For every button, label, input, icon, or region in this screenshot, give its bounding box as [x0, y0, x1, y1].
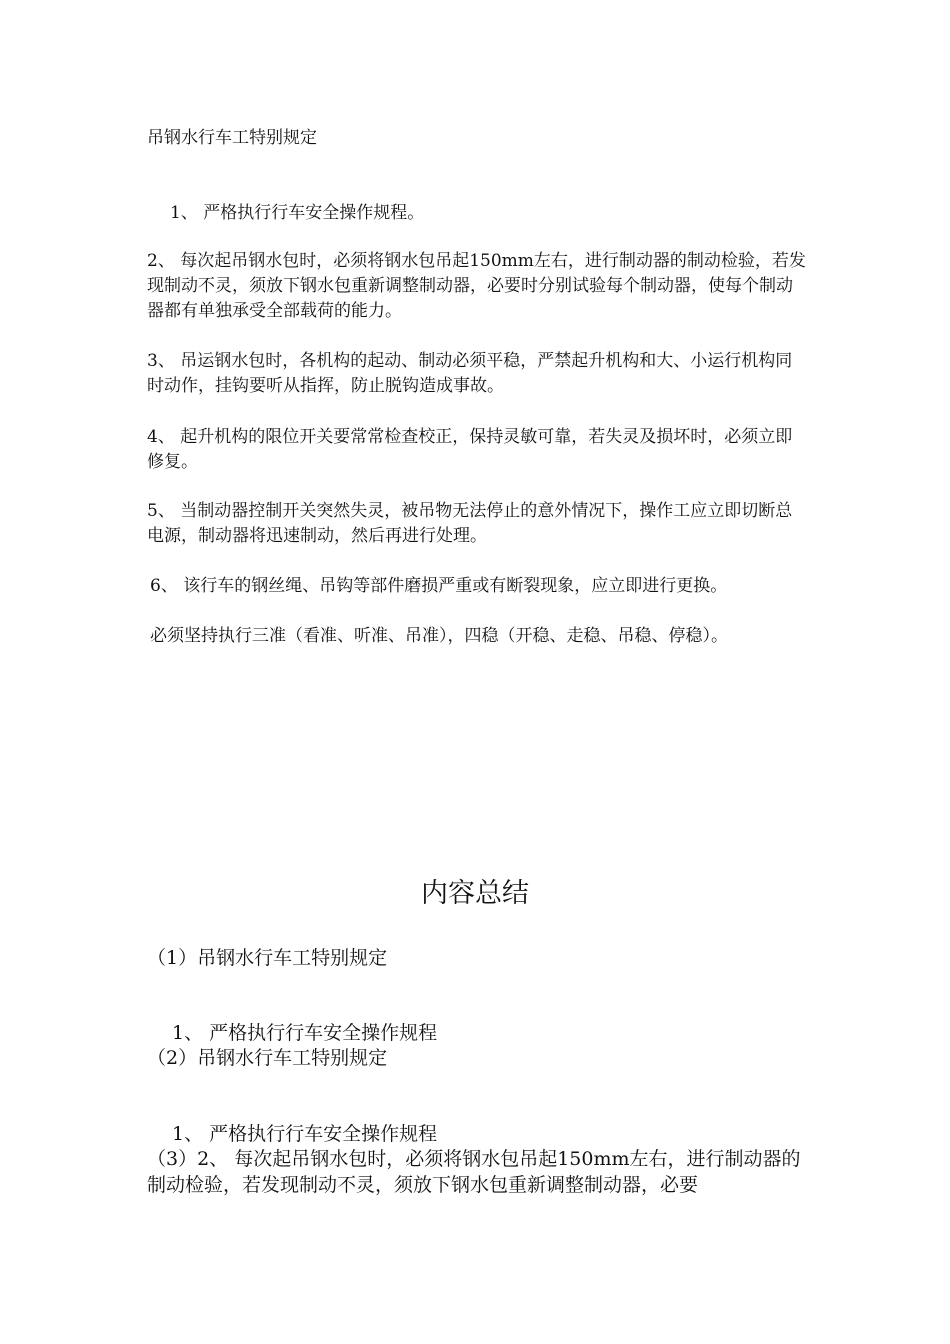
summary-item-1-detail: 1、 严格执行行车安全操作规程 — [172, 1022, 438, 1044]
rule-4: 4、 起升机构的限位开关要常常检查校正，保持灵敏可靠，若失灵及损坏时，必须立即修复。 — [147, 427, 793, 472]
rule-5: 5、 当制动器控制开关突然失灵，被吊物无法停止的意外情况下，操作工应立即切断总电源，制动器将迅速制动，然后再进行处理。 — [147, 501, 793, 546]
summary-item-3: （3）2、 每次起吊钢水包时，必须将钢水包吊起150mm左右，进行制动器的制动检验，若发现制动不灵，须放下钢水包重新调整制动器，必要 — [147, 1148, 801, 1196]
rule-1: 1、 严格执行行车安全操作规程。 — [170, 203, 425, 223]
summary-item-1: （1）吊钢水行车工特别规定 — [147, 947, 388, 969]
rule-3: 3、 吊运钢水包时，各机构的起动、制动必须平稳，严禁起升机构和大、小运行机构同时动作，挂钩要听从指挥，防止脱钩造成事故。 — [147, 351, 793, 396]
rule-2: 2、 每次起吊钢水包时，必须将钢水包吊起150mm左右，进行制动器的制动检验，若发现制动不灵，须放下钢水包重新调整制动器，必要时分别试验每个制动器，使每个制动器都有单独承受全部载荷的能力。 — [147, 251, 806, 321]
rule-three-four-principles: 必须坚持执行三准（看准、听准、吊准），四稳（开稳、走稳、吊稳、停稳）。 — [150, 626, 728, 646]
document-title: 吊钢水行车工特别规定 — [147, 128, 317, 148]
summary-item-2: （2）吊钢水行车工特别规定 — [147, 1047, 388, 1069]
summary-heading: 内容总结 — [421, 878, 529, 909]
rule-6: 6、 该行车的钢丝绳、吊钩等部件磨损严重或有断裂现象，应立即进行更换。 — [150, 576, 728, 596]
summary-item-2-detail: 1、 严格执行行车安全操作规程 — [172, 1123, 438, 1145]
